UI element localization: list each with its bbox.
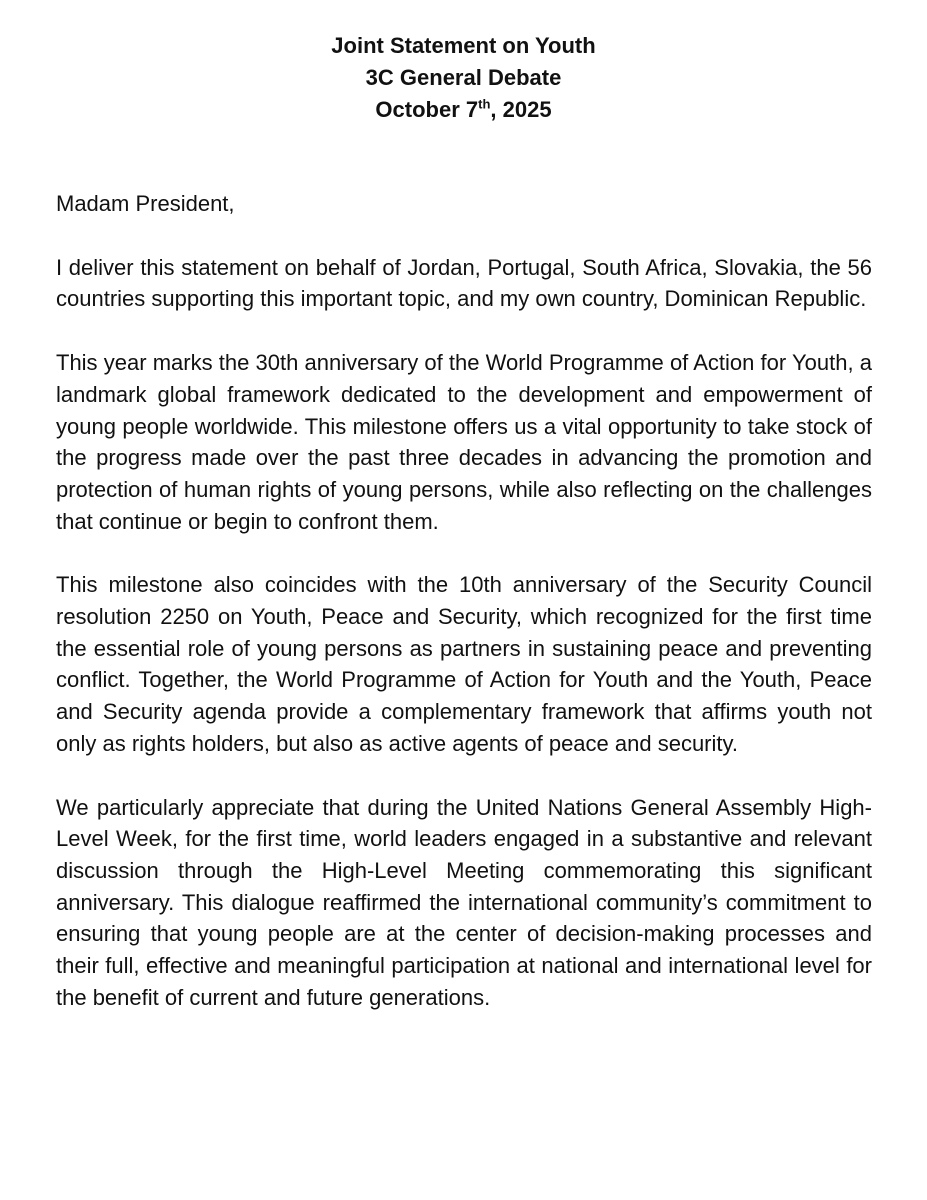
paragraph-2: This year marks the 30th anniversary of the World Programme of Action for Youth, a landmark global framework dedicated to the development and empowerment of young people worldwide. This milestone offers us a vital opportunity to take stock of the progress made over the past three decades in advancing the promotion and protection of human rights of young persons, while also reflecting on the challenges that continue or begin to confront them.: [56, 350, 872, 534]
paragraph-3: This milestone also coincides with the 10th anniversary of the Security Council resolution 2250 on Youth, Peace and Security, which recognized for the first time the essential role of young persons as partners in sustaining peace and preventing conflict. Together, the World Programme of Action for Youth and the Youth, Peace and Security agenda provide a complementary framework that affirms youth not only as rights holders, but also as active agents of peace and security.: [56, 572, 872, 756]
document-title: Joint Statement on Youth: [331, 33, 596, 58]
document-header: [0, 30, 927, 126]
salutation: Madam President,: [56, 191, 235, 216]
document-subtitle: 3C General Debate: [365, 65, 562, 90]
date-prefix: October 7: [375, 97, 479, 122]
date-rest: , 2025: [490, 97, 552, 122]
paragraph-4: We particularly appreciate that during the United Nations General Assembly High-Level Week, for the first time, world leaders engaged in a substantive and relevant discussion through the High-Level Meeting commemorating this significant anniversary. This dialogue reaffirmed the international community’s commitment to ensuring that young people are at the center of decision-making processes and their full, effective and meaningful participation at national and international level for the benefit of current and future generations.: [56, 794, 872, 1010]
document-body: [56, 188, 872, 1045]
paragraph-1: I deliver this statement on behalf of Jordan, Portugal, South Africa, Slovakia, the 56 countries supporting this important topic, and my own country, Dominican Republic.: [56, 254, 872, 312]
document-date: [0, 94, 927, 126]
date-ordinal-suffix: th: [478, 96, 491, 112]
